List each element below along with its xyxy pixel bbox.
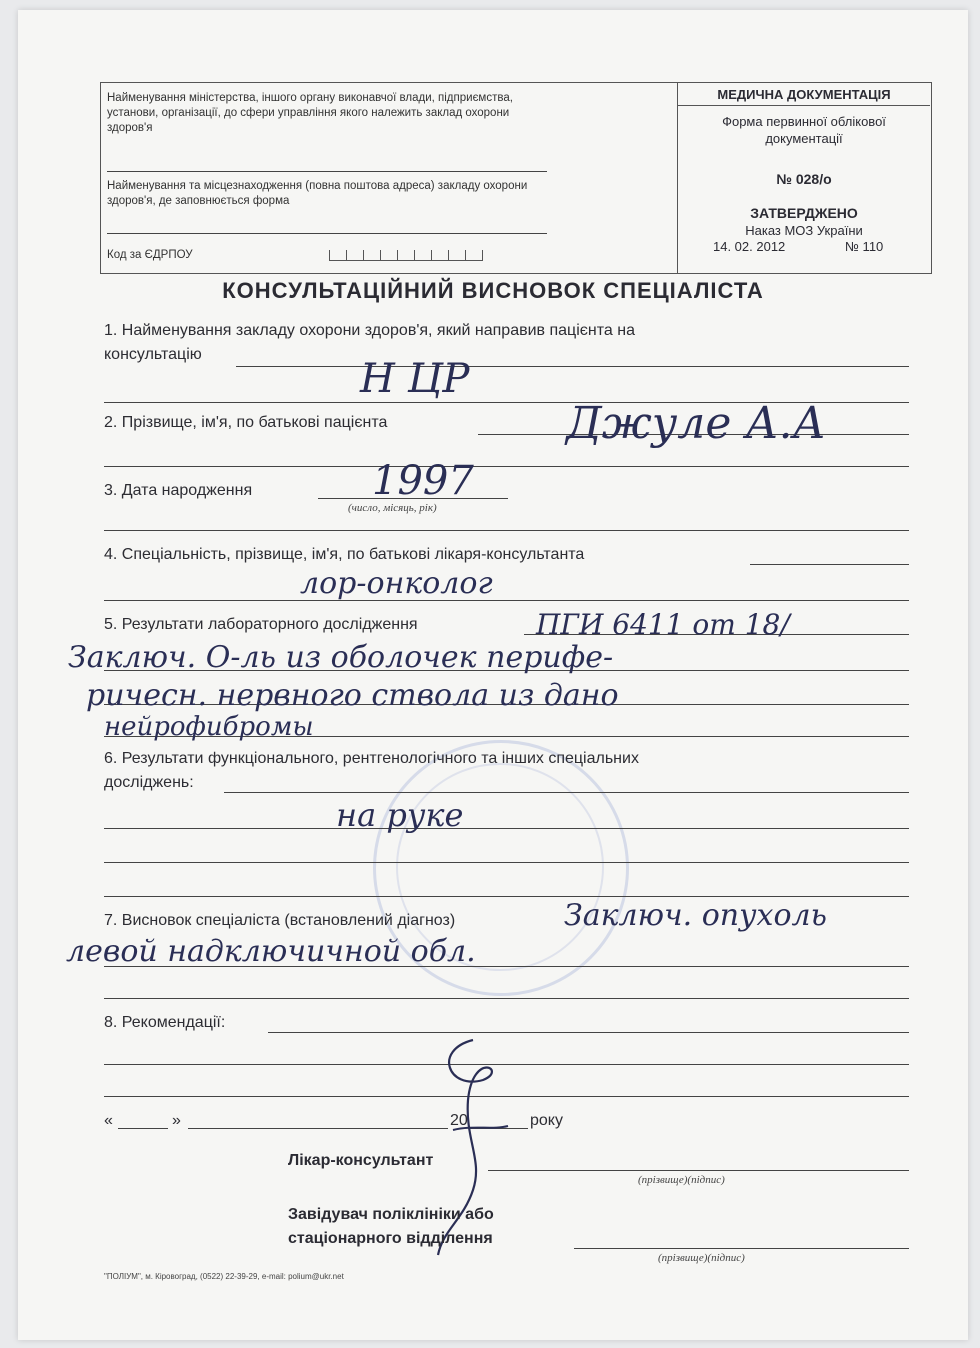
field-6-label: 6. Результати функціонального, рентгенологічного та інших спеціальних: [104, 750, 639, 767]
printer-footer: "ПОЛІУМ", м. Кіровоград, (0522) 22-39-29, e-mail: polium@ukr.net: [104, 1272, 344, 1281]
head-label-1: Завідувач поліклініки або: [288, 1206, 494, 1223]
field-3-line-2: [104, 530, 909, 531]
consultant-line[interactable]: [488, 1170, 909, 1171]
date-month-line[interactable]: [188, 1128, 448, 1129]
institution-line: [107, 233, 547, 234]
consultant-label: Лікар-консультант: [288, 1152, 434, 1169]
edrpou-boxes[interactable]: [329, 248, 483, 266]
field-5-handwriting-1[interactable]: ПГИ 6411 от 18/: [536, 608, 790, 641]
head-line[interactable]: [574, 1248, 909, 1249]
signature-scribble: [413, 1030, 533, 1260]
field-1-line: [236, 366, 909, 367]
form-page: [18, 10, 968, 1340]
year-prefix: 20: [450, 1112, 468, 1129]
edrpou-label: Код за ЄДРПОУ: [107, 249, 193, 261]
ministry-label: Найменування міністерства, іншого органу виконавчої влади, підприємства, установи, організації, до сфери управління якого належить заклад охорони здоров'я: [107, 92, 513, 134]
form-primary-label: Форма первинної облікової документації: [722, 114, 886, 146]
date-close-quote: »: [172, 1112, 181, 1129]
page-title: КОНСУЛЬТАЦІЙНИЙ ВИСНОВОК СПЕЦІАЛІСТА: [222, 278, 764, 303]
head-caption: (прізвище)(підпис): [658, 1252, 745, 1264]
field-8-label: 8. Рекомендації:: [104, 1014, 226, 1031]
field-3-label: 3. Дата народження: [104, 482, 253, 499]
field-2-line-2: [104, 466, 909, 467]
header-box: [100, 82, 932, 274]
institution-label: Найменування та місцезнаходження (повна поштова адреса) закладу охорони здоров'я, де заповнюється форма: [107, 180, 528, 207]
consultant-caption: (прізвище)(підпис): [638, 1174, 725, 1186]
order-date: 14. 02. 2012: [713, 239, 786, 254]
order-number: № 110: [845, 239, 884, 254]
order-label: Наказ МОЗ України: [745, 223, 863, 238]
date-open-quote: «: [104, 1112, 113, 1129]
year-suffix: року: [530, 1112, 563, 1129]
field-2-handwriting[interactable]: Джуле А.А: [566, 398, 826, 449]
field-7-label: 7. Висновок спеціаліста (встановлений діагноз): [104, 912, 456, 929]
field-6-line-3: [104, 862, 909, 863]
med-doc-label: МЕДИЧНА ДОКУМЕНТАЦІЯ: [678, 87, 930, 106]
date-day-line[interactable]: [118, 1128, 168, 1129]
field-3-handwriting[interactable]: 1997: [372, 458, 474, 504]
field-7-handwriting-2[interactable]: левой надключичной обл.: [66, 934, 476, 969]
field-1-label: 1. Найменування закладу охорони здоров'я, який направив пацієнта на: [104, 322, 635, 339]
field-4-line-2: [104, 600, 909, 601]
field-6-line-2: [104, 828, 909, 829]
field-1-handwriting[interactable]: Н ЦР: [360, 356, 470, 402]
field-5-handwriting-2[interactable]: Заключ. О-ль из оболочек перифе-: [68, 640, 614, 675]
field-5-label: 5. Результати лабораторного дослідження: [104, 616, 418, 633]
field-3-caption: (число, місяць, рік): [348, 502, 437, 514]
approved-label: ЗАТВЕРДЖЕНО: [750, 205, 858, 221]
field-7-line-3: [104, 998, 909, 999]
field-6-line: [224, 792, 909, 793]
field-4-label: 4. Спеціальність, прізвище, ім'я, по батькові лікаря-консультанта: [104, 546, 585, 563]
field-5-handwriting-4[interactable]: нейрофибромы: [104, 712, 314, 742]
field-5-handwriting-3[interactable]: ричесн. нервного ствола из дано: [86, 678, 619, 713]
field-6-line-4: [104, 896, 909, 897]
ministry-line: [107, 171, 547, 172]
field-8-line: [268, 1032, 909, 1033]
field-6-handwriting[interactable]: на руке: [336, 796, 464, 834]
field-4-line: [750, 564, 909, 565]
field-4-handwriting[interactable]: лор-онколог: [300, 566, 493, 601]
field-1-label-2: консультацію: [104, 346, 202, 363]
head-label-2: стаціонарного відділення: [288, 1230, 493, 1247]
field-7-handwriting-1[interactable]: Заключ. опухоль: [564, 898, 827, 933]
form-number: № 028/о: [776, 171, 832, 187]
field-6-label-2: досліджень:: [104, 774, 194, 791]
field-2-label: 2. Прізвище, ім'я, по батькові пацієнта: [104, 414, 388, 431]
